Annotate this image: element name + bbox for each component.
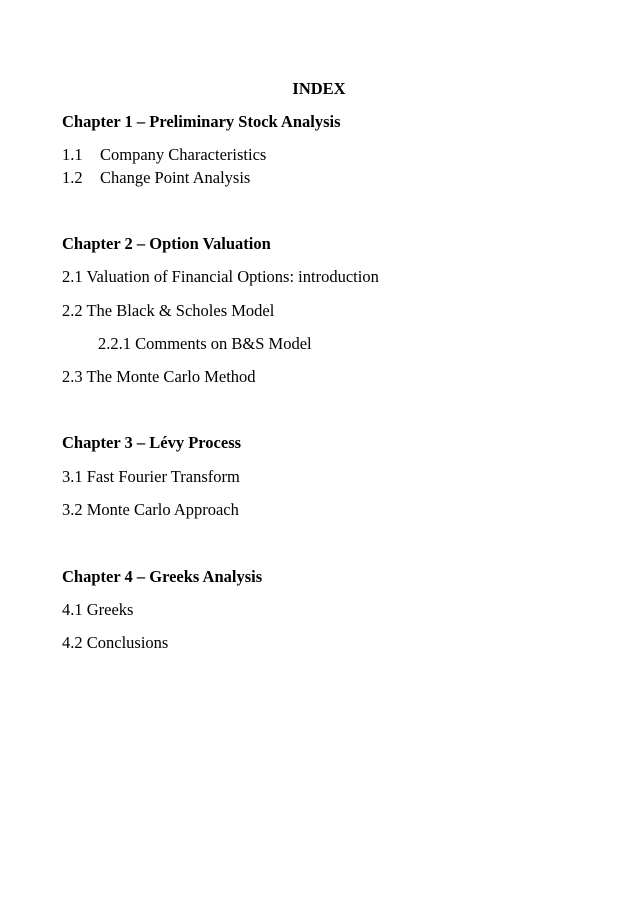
chapter-2-heading: Chapter 2 – Option Valuation <box>62 234 271 253</box>
toc-entry-3-2: 3.2 Monte Carlo Approach <box>62 500 239 519</box>
chapter-4-heading: Chapter 4 – Greeks Analysis <box>62 567 263 586</box>
toc-entry-number: 1.1 <box>62 145 83 164</box>
toc-entry-number: 1.2 <box>62 168 83 187</box>
toc-entry-label: Change Point Analysis <box>100 168 251 187</box>
toc-entry-1-2 <box>62 168 250 188</box>
toc-entry-4-1: 4.1 Greeks <box>62 600 134 619</box>
index-title: INDEX <box>292 79 346 98</box>
toc-entry-2-2: 2.2 The Black & Scholes Model <box>62 301 275 320</box>
toc-entry-2-3: 2.3 The Monte Carlo Method <box>62 367 256 386</box>
chapter-3-heading: Chapter 3 – Lévy Process <box>62 433 242 452</box>
toc-entry-1-1 <box>62 145 266 165</box>
toc-entry-2-2-1: 2.2.1 Comments on B&S Model <box>98 334 312 353</box>
toc-entry-2-1: 2.1 Valuation of Financial Options: introduction <box>62 267 379 286</box>
toc-entry-3-1: 3.1 Fast Fourier Transform <box>62 467 240 486</box>
chapter-1-heading: Chapter 1 – Preliminary Stock Analysis <box>62 112 341 131</box>
toc-entry-label: Company Characteristics <box>100 145 267 164</box>
toc-entry-4-2: 4.2 Conclusions <box>62 633 169 652</box>
